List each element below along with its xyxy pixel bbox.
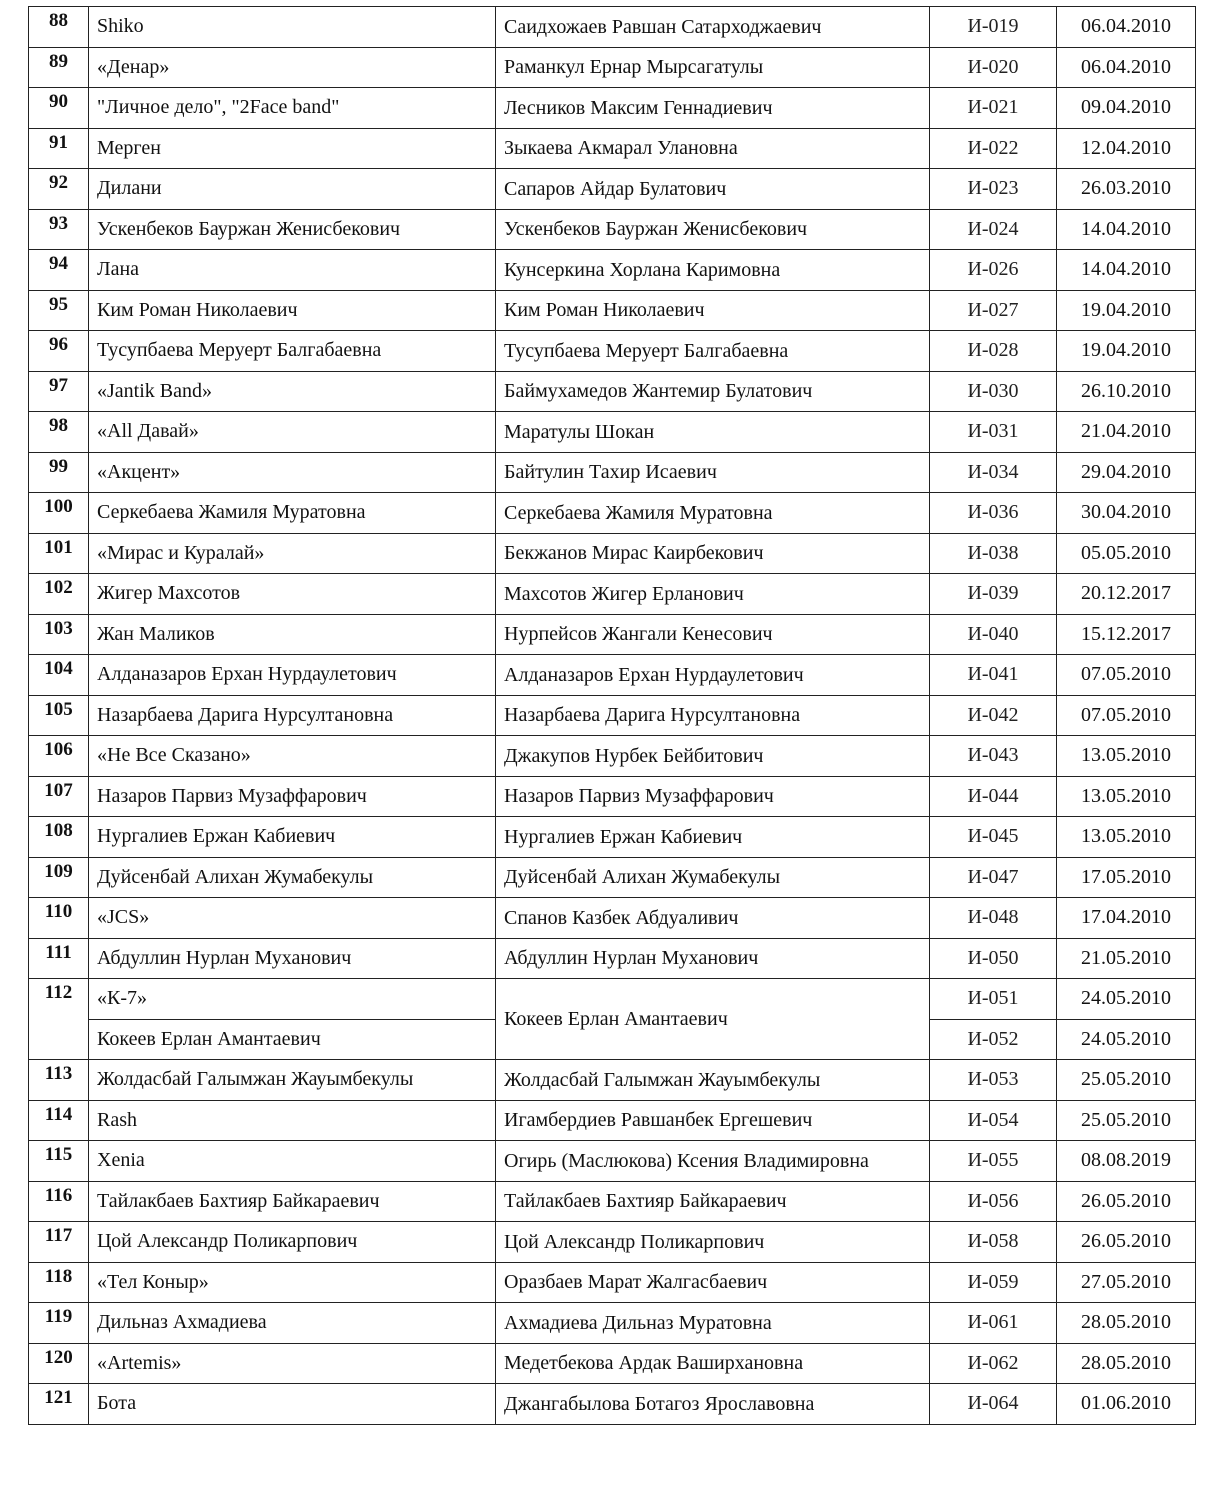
owner-name: Дуйсенбай Алихан Жумабекулы [496,857,930,898]
row-number: 113 [29,1060,89,1101]
table-row [29,776,1196,817]
owner-name: Игамбердиев Равшанбек Ергешевич [496,1100,930,1141]
registration-date: 27.05.2010 [1057,1262,1196,1303]
entity-name: Алданазаров Ерхан Нурдаулетович [89,655,496,696]
registration-code: И-059 [930,1262,1057,1303]
entity-name: «Jantik Band» [89,371,496,412]
row-number: 94 [29,250,89,291]
entity-name: Кокеев Ерлан Амантаевич [89,1019,496,1060]
entity-name: «Денар» [89,47,496,88]
registration-code: И-028 [930,331,1057,372]
row-number: 110 [29,898,89,939]
table-row [29,250,1196,291]
registration-date: 15.12.2017 [1057,614,1196,655]
registry-body [29,7,1196,1425]
entity-name: «К-7» [89,979,496,1020]
row-number: 114 [29,1100,89,1141]
registration-code: И-064 [930,1384,1057,1425]
registration-code: И-021 [930,88,1057,129]
entity-name: Назарбаева Дарига Нурсултановна [89,695,496,736]
entity-name: Ким Роман Николаевич [89,290,496,331]
owner-name: Жолдасбай Галымжан Жауымбекулы [496,1060,930,1101]
entity-name: Серкебаева Жамиля Муратовна [89,493,496,534]
row-number: 115 [29,1141,89,1182]
row-number: 93 [29,209,89,250]
registration-code: И-044 [930,776,1057,817]
table-row [29,1384,1196,1425]
table-row [29,371,1196,412]
row-number: 95 [29,290,89,331]
registration-code: И-043 [930,736,1057,777]
registration-date: 12.04.2010 [1057,128,1196,169]
registration-date: 25.05.2010 [1057,1060,1196,1101]
entity-name: Ускенбеков Бауржан Женисбекович [89,209,496,250]
registration-code: И-048 [930,898,1057,939]
row-number: 89 [29,47,89,88]
entity-name: Дильназ Ахмадиева [89,1303,496,1344]
registration-date: 26.03.2010 [1057,169,1196,210]
row-number: 121 [29,1384,89,1425]
registration-code: И-047 [930,857,1057,898]
registration-date: 14.04.2010 [1057,250,1196,291]
registration-date: 21.05.2010 [1057,938,1196,979]
entity-name: «Акцент» [89,452,496,493]
registration-date: 30.04.2010 [1057,493,1196,534]
registration-code: И-042 [930,695,1057,736]
entity-name: Бота [89,1384,496,1425]
row-number: 105 [29,695,89,736]
registration-date: 28.05.2010 [1057,1303,1196,1344]
registration-date: 08.08.2019 [1057,1141,1196,1182]
entity-name: Жигер Махсотов [89,574,496,615]
owner-name: Медетбекова Ардак Ваширхановна [496,1343,930,1384]
registration-date: 13.05.2010 [1057,817,1196,858]
row-number: 88 [29,7,89,48]
registration-code: И-020 [930,47,1057,88]
owner-name: Ускенбеков Бауржан Женисбекович [496,209,930,250]
table-row [29,857,1196,898]
registration-code: И-062 [930,1343,1057,1384]
owner-name: Оразбаев Марат Жалгасбаевич [496,1262,930,1303]
owner-name: Серкебаева Жамиля Муратовна [496,493,930,534]
entity-name: Rash [89,1100,496,1141]
owner-name: Лесников Максим Геннадиевич [496,88,930,129]
entity-name: Назаров Парвиз Музаффарович [89,776,496,817]
table-row [29,1100,1196,1141]
owner-name: Назаров Парвиз Музаффарович [496,776,930,817]
row-number: 100 [29,493,89,534]
registration-code: И-027 [930,290,1057,331]
registration-date: 21.04.2010 [1057,412,1196,453]
entity-name: «Тел Коныр» [89,1262,496,1303]
row-number: 104 [29,655,89,696]
entity-name: Дуйсенбай Алихан Жумабекулы [89,857,496,898]
table-row [29,979,1196,1020]
entity-name: «Мирас и Куралай» [89,533,496,574]
registration-date: 06.04.2010 [1057,47,1196,88]
owner-name: Кокеев Ерлан Амантаевич [496,979,930,1060]
registration-code: И-058 [930,1222,1057,1263]
row-number: 112 [29,979,89,1060]
row-number: 116 [29,1181,89,1222]
row-number: 99 [29,452,89,493]
table-row [29,736,1196,777]
owner-name: Саидхожаев Равшан Сатарходжаевич [496,7,930,48]
row-number: 103 [29,614,89,655]
entity-name: Shiko [89,7,496,48]
owner-name: Махсотов Жигер Ерланович [496,574,930,615]
table-row [29,817,1196,858]
table-row [29,1060,1196,1101]
registration-date: 06.04.2010 [1057,7,1196,48]
registration-date: 26.05.2010 [1057,1181,1196,1222]
row-number: 120 [29,1343,89,1384]
table-row [29,655,1196,696]
entity-name: "Личное дело", "2Face band" [89,88,496,129]
registration-date: 13.05.2010 [1057,776,1196,817]
registration-code: И-050 [930,938,1057,979]
row-number: 108 [29,817,89,858]
owner-name: Абдуллин Нурлан Муханович [496,938,930,979]
table-row [29,574,1196,615]
registration-code: И-039 [930,574,1057,615]
row-number: 107 [29,776,89,817]
entity-name: «Artemis» [89,1343,496,1384]
row-number: 118 [29,1262,89,1303]
registration-code: И-022 [930,128,1057,169]
entity-name: Дилани [89,169,496,210]
owner-name: Тусупбаева Меруерт Балгабаевна [496,331,930,372]
registration-date: 19.04.2010 [1057,331,1196,372]
owner-name: Огирь (Маслюкова) Ксения Владимировна [496,1141,930,1182]
entity-name: Лана [89,250,496,291]
registration-code: И-051 [930,979,1057,1020]
table-row [29,47,1196,88]
registration-date: 29.04.2010 [1057,452,1196,493]
owner-name: Бекжанов Мирас Каирбекович [496,533,930,574]
entity-name: Жолдасбай Галымжан Жауымбекулы [89,1060,496,1101]
row-number: 96 [29,331,89,372]
table-row [29,938,1196,979]
registration-date: 24.05.2010 [1057,979,1196,1020]
row-number: 92 [29,169,89,210]
owner-name: Маратулы Шокан [496,412,930,453]
row-number: 106 [29,736,89,777]
table-row [29,1141,1196,1182]
registration-date: 05.05.2010 [1057,533,1196,574]
table-row [29,1262,1196,1303]
entity-name: «JCS» [89,898,496,939]
registration-code: И-041 [930,655,1057,696]
owner-name: Нурпейсов Жангали Кенесович [496,614,930,655]
registration-code: И-019 [930,7,1057,48]
entity-name: Тайлакбаев Бахтияр Байкараевич [89,1181,496,1222]
entity-name: Тусупбаева Меруерт Балгабаевна [89,331,496,372]
entity-name: Жан Маликов [89,614,496,655]
table-row [29,533,1196,574]
table-row [29,614,1196,655]
table-row [29,209,1196,250]
registration-date: 01.06.2010 [1057,1384,1196,1425]
owner-name: Ахмадиева Дильназ Муратовна [496,1303,930,1344]
registration-date: 07.05.2010 [1057,655,1196,696]
registration-date: 20.12.2017 [1057,574,1196,615]
registration-date: 17.04.2010 [1057,898,1196,939]
table-row [29,7,1196,48]
row-number: 102 [29,574,89,615]
table-row [29,128,1196,169]
entity-name: Нургалиев Ержан Кабиевич [89,817,496,858]
owner-name: Спанов Казбек Абдуаливич [496,898,930,939]
entity-name: «Не Все Сказано» [89,736,496,777]
row-number: 109 [29,857,89,898]
owner-name: Баймухамедов Жантемир Булатович [496,371,930,412]
registration-code: И-038 [930,533,1057,574]
table-row [29,1343,1196,1384]
registration-code: И-040 [930,614,1057,655]
table-row [29,169,1196,210]
owner-name: Цой Александр Поликарпович [496,1222,930,1263]
registration-date: 26.10.2010 [1057,371,1196,412]
registry-table [28,6,1196,1425]
registration-code: И-055 [930,1141,1057,1182]
entity-name: Абдуллин Нурлан Муханович [89,938,496,979]
registration-code: И-061 [930,1303,1057,1344]
owner-name: Назарбаева Дарига Нурсултановна [496,695,930,736]
table-row [29,1222,1196,1263]
registration-date: 24.05.2010 [1057,1019,1196,1060]
entity-name: Мерген [89,128,496,169]
row-number: 90 [29,88,89,129]
row-number: 117 [29,1222,89,1263]
table-row [29,1303,1196,1344]
row-number: 98 [29,412,89,453]
registration-code: И-054 [930,1100,1057,1141]
registration-date: 17.05.2010 [1057,857,1196,898]
registration-code: И-034 [930,452,1057,493]
registration-code: И-053 [930,1060,1057,1101]
registration-code: И-030 [930,371,1057,412]
owner-name: Зыкаева Акмарал Улановна [496,128,930,169]
registration-date: 25.05.2010 [1057,1100,1196,1141]
owner-name: Раманкул Ернар Мырсагатулы [496,47,930,88]
registration-code: И-036 [930,493,1057,534]
registration-code: И-031 [930,412,1057,453]
registration-code: И-026 [930,250,1057,291]
table-row [29,412,1196,453]
table-row [29,695,1196,736]
owner-name: Байтулин Тахир Исаевич [496,452,930,493]
registration-date: 19.04.2010 [1057,290,1196,331]
row-number: 119 [29,1303,89,1344]
owner-name: Ким Роман Николаевич [496,290,930,331]
registration-date: 26.05.2010 [1057,1222,1196,1263]
table-row [29,88,1196,129]
entity-name: Цой Александр Поликарпович [89,1222,496,1263]
registration-code: И-052 [930,1019,1057,1060]
registration-code: И-023 [930,169,1057,210]
table-row [29,898,1196,939]
table-row [29,331,1196,372]
registration-date: 14.04.2010 [1057,209,1196,250]
row-number: 97 [29,371,89,412]
owner-name: Джангабылова Ботагоз Ярославовна [496,1384,930,1425]
owner-name: Сапаров Айдар Булатович [496,169,930,210]
registration-date: 09.04.2010 [1057,88,1196,129]
row-number: 91 [29,128,89,169]
registration-date: 28.05.2010 [1057,1343,1196,1384]
owner-name: Кунсеркина Хорлана Каримовна [496,250,930,291]
table-row [29,493,1196,534]
row-number: 111 [29,938,89,979]
entity-name: Xenia [89,1141,496,1182]
table-row [29,290,1196,331]
owner-name: Джакупов Нурбек Бейбитович [496,736,930,777]
registration-code: И-056 [930,1181,1057,1222]
owner-name: Нургалиев Ержан Кабиевич [496,817,930,858]
table-row [29,452,1196,493]
table-row [29,1181,1196,1222]
registration-date: 07.05.2010 [1057,695,1196,736]
owner-name: Алданазаров Ерхан Нурдаулетович [496,655,930,696]
entity-name: «All Давай» [89,412,496,453]
owner-name: Тайлакбаев Бахтияр Байкараевич [496,1181,930,1222]
registration-date: 13.05.2010 [1057,736,1196,777]
registration-code: И-045 [930,817,1057,858]
row-number: 101 [29,533,89,574]
registration-code: И-024 [930,209,1057,250]
